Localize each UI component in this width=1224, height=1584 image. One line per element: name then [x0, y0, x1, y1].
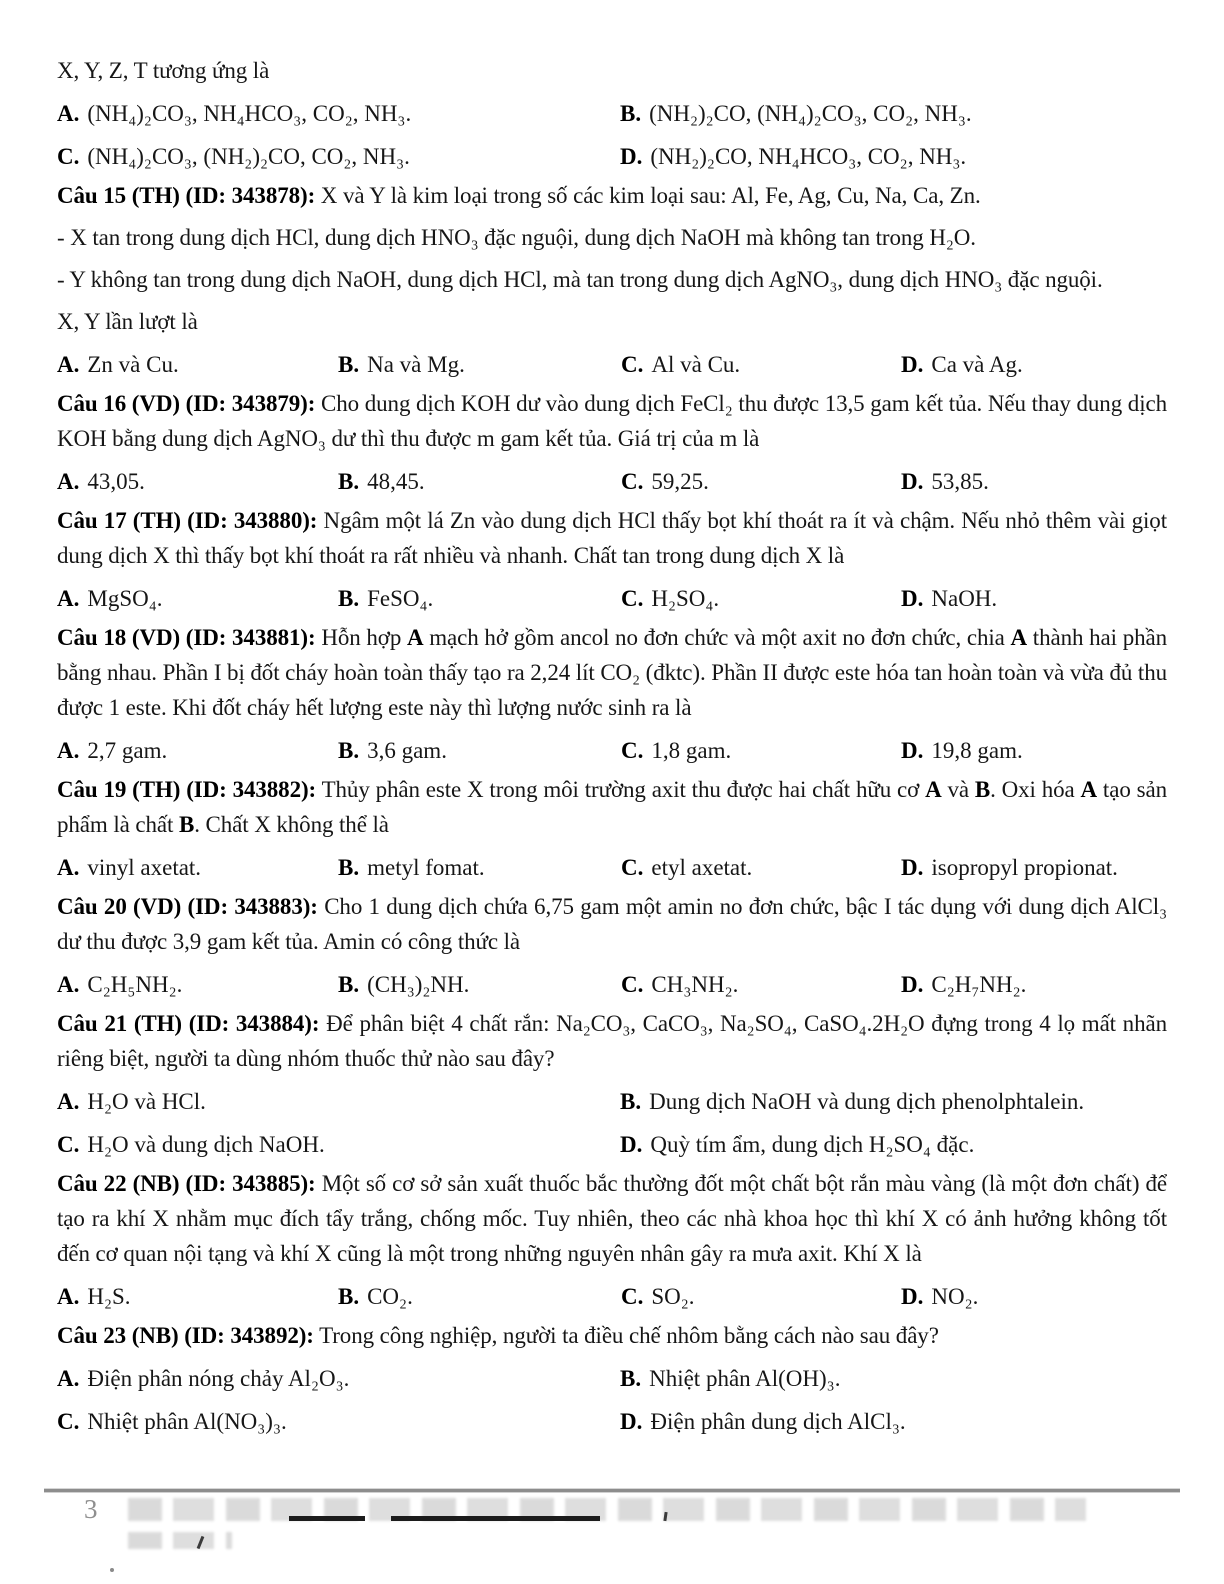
option-letter: C. — [621, 469, 644, 494]
scan-artifact — [110, 1568, 114, 1572]
intro-option-a — [57, 96, 620, 131]
option-text: 43,05. — [87, 469, 145, 494]
question-19-option-a — [57, 850, 338, 885]
option-text: (NH₂)₂CO, NH₄HCO₃, CO₂, NH₃. — [650, 144, 967, 169]
option-letter: A. — [57, 101, 80, 126]
question-15-text: Câu 15 (TH) (ID: 343878): X và Y là kim loại trong số các kim loại sau: Al, Fe, Ag, Cu, Na, Ca, Zn. — [57, 183, 981, 208]
option-text: 53,85. — [931, 469, 989, 494]
question-18 — [57, 620, 1167, 768]
option-text: 3,6 gam. — [367, 738, 447, 763]
question-20-text: Câu 20 (VD) (ID: 343883): Cho 1 dung dịch chứa 6,75 gam một amin no đơn chức, bậc I tác dụng với dung dịch AlCl₃ dư thu được 3,9 gam kết tủa. Amin có công thức là — [57, 894, 1167, 954]
option-text: isopropyl propionat. — [931, 855, 1118, 880]
question-17-option-a — [57, 581, 338, 616]
option-letter: D. — [901, 1284, 924, 1309]
option-letter: C. — [621, 1284, 644, 1309]
option-letter: A. — [57, 469, 80, 494]
option-text: FeSO₄. — [367, 586, 434, 611]
question-17-option-b — [338, 581, 621, 616]
option-letter: B. — [338, 972, 360, 997]
question-23-option-c — [57, 1404, 620, 1439]
option-text: Điện phân nóng chảy Al₂O₃. — [87, 1366, 350, 1391]
option-letter: A. — [57, 972, 80, 997]
option-text: H₂O và HCl. — [87, 1089, 206, 1114]
option-text: H₂SO₄. — [651, 586, 720, 611]
question-15-options — [57, 347, 1167, 382]
question-16-option-a — [57, 464, 338, 499]
question-20-label: Câu 20 (VD) (ID: 343883): — [57, 894, 318, 919]
question-16-option-d — [901, 464, 1167, 499]
option-text: (NH₄)₂CO₃, NH₄HCO₃, CO₂, NH₃. — [87, 101, 412, 126]
question-17-label: Câu 17 (TH) (ID: 343880): — [57, 508, 318, 533]
option-text: NO₂. — [931, 1284, 979, 1309]
option-letter: C. — [621, 738, 644, 763]
option-text: Al và Cu. — [651, 352, 741, 377]
footer-watermark-smudge — [128, 1498, 1086, 1521]
option-letter: B. — [338, 738, 360, 763]
option-letter: D. — [901, 972, 924, 997]
option-text: 1,8 gam. — [651, 738, 732, 763]
question-18-text: Câu 18 (VD) (ID: 343881): Hỗn hợp A mạch hở gồm ancol no đơn chức và một axit no đơn chức, chia A thành hai phần bằng nhau. Phần I bị đốt cháy hoàn toàn thấy tạo ra 2,24 lít CO₂ (đktc). Phần II được este hóa tan hoàn toàn và vừa đủ thu được 1 este. Khi đốt cháy hết lượng este này thì lượng nước sinh ra là — [57, 625, 1167, 720]
question-19-option-c — [621, 850, 901, 885]
option-text: CO₂. — [367, 1284, 413, 1309]
question-15-option-c — [621, 347, 901, 382]
option-letter: B. — [338, 469, 360, 494]
question-21-option-c — [57, 1127, 620, 1162]
question-15-option-d — [901, 347, 1167, 382]
question-22-option-c — [621, 1279, 901, 1314]
option-text: SO₂. — [651, 1284, 695, 1309]
option-letter: D. — [901, 586, 924, 611]
option-text: vinyl axetat. — [87, 855, 202, 880]
question-22 — [57, 1166, 1167, 1314]
question-19-text: Câu 19 (TH) (ID: 343882): Thủy phân este X trong môi trường axit thu được hai chất hữu cơ A và B. Oxi hóa A tạo sản phẩm là chất B. Chất X không thể là — [57, 777, 1167, 837]
option-letter: D. — [901, 855, 924, 880]
option-letter: B. — [620, 1089, 642, 1114]
question-15-statement-conclusion: X, Y lần lượt là — [57, 309, 198, 334]
footer-ink-mark-long — [391, 1516, 600, 1521]
question-16-option-b — [338, 464, 621, 499]
option-text: H₂O và dung dịch NaOH. — [87, 1132, 325, 1157]
option-text: Nhiệt phân Al(OH)₃. — [649, 1366, 841, 1391]
question-18-option-a — [57, 733, 338, 768]
question-20-options — [57, 967, 1167, 1002]
question-17 — [57, 503, 1167, 616]
option-text: Điện phân dung dịch AlCl₃. — [650, 1409, 906, 1434]
option-letter: C. — [621, 855, 644, 880]
question-20-option-c — [621, 967, 901, 1002]
question-23 — [57, 1318, 1167, 1439]
option-text: Na và Mg. — [367, 352, 465, 377]
option-text: C₂H₇NH₂. — [931, 972, 1027, 997]
question-21 — [57, 1006, 1167, 1162]
question-20-option-b — [338, 967, 621, 1002]
question-19-option-b — [338, 850, 621, 885]
option-text: Quỳ tím ẩm, dung dịch H₂SO₄ đặc. — [650, 1132, 975, 1157]
footer-divider-line — [44, 1488, 1180, 1493]
question-18-option-d — [901, 733, 1167, 768]
option-letter: B. — [620, 1366, 642, 1391]
option-letter: A. — [57, 586, 80, 611]
option-letter: B. — [338, 1284, 360, 1309]
option-letter: D. — [901, 352, 924, 377]
question-18-label: Câu 18 (VD) (ID: 343881): — [57, 625, 316, 650]
option-text: Nhiệt phân Al(NO₃)₃. — [87, 1409, 287, 1434]
question-17-option-d — [901, 581, 1167, 616]
option-text: H₂S. — [87, 1284, 131, 1309]
intro-option-b — [620, 96, 1167, 131]
intro-option-d — [620, 139, 1167, 174]
intro-line: X, Y, Z, T tương ứng là — [57, 58, 270, 83]
option-letter: B. — [338, 586, 360, 611]
question-15-option-a — [57, 347, 338, 382]
question-22-options — [57, 1279, 1167, 1314]
question-20-option-a — [57, 967, 338, 1002]
question-19-label: Câu 19 (TH) (ID: 343882): — [57, 777, 317, 802]
question-21-option-d — [620, 1127, 1167, 1162]
question-22-label: Câu 22 (NB) (ID: 343885): — [57, 1171, 316, 1196]
question-16-options — [57, 464, 1167, 499]
option-letter: C. — [57, 1409, 80, 1434]
option-text: (NH₂)₂CO, (NH₄)₂CO₃, CO₂, NH₃. — [649, 101, 972, 126]
question-19-option-d — [901, 850, 1167, 885]
option-text: metyl fomat. — [367, 855, 485, 880]
question-23-option-d — [620, 1404, 1167, 1439]
question-22-text: Câu 22 (NB) (ID: 343885): Một số cơ sở sản xuất thuốc bắc thường đốt một chất bột rắn màu vàng (là một đơn chất) để tạo ra khí X nhằm mục đích tẩy trắng, chống mốc. Tuy nhiên, theo các nhà khoa học thì khí X có ảnh hưởng không tốt đến cơ quan nội tạng và khí X cũng là một trong những nguyên nhân gây ra mưa axit. Khí X là — [57, 1171, 1167, 1266]
option-letter: A. — [57, 1089, 80, 1114]
question-21-option-a — [57, 1084, 620, 1119]
question-19-options — [57, 850, 1167, 885]
question-15-option-b — [338, 347, 621, 382]
option-text: Ca và Ag. — [931, 352, 1023, 377]
question-20-option-d — [901, 967, 1167, 1002]
option-text: 2,7 gam. — [87, 738, 168, 763]
question-17-option-c — [621, 581, 901, 616]
question-15-statement-x: - X tan trong dung dịch HCl, dung dịch HNO₃ đặc nguội, dung dịch NaOH mà không tan trong H₂O. — [57, 225, 976, 250]
option-letter: A. — [57, 1366, 80, 1391]
option-text: CH₃NH₂. — [651, 972, 739, 997]
question-16-option-c — [621, 464, 901, 499]
footer-ink-mark-short — [289, 1516, 365, 1521]
option-letter: A. — [57, 1284, 80, 1309]
option-text: Dung dịch NaOH và dung dịch phenolphtalein. — [649, 1089, 1085, 1114]
question-18-option-b — [338, 733, 621, 768]
option-letter: B. — [338, 855, 360, 880]
footer-watermark-smudge-2 — [128, 1532, 232, 1549]
question-17-text: Câu 17 (TH) (ID: 343880): Ngâm một lá Zn vào dung dịch HCl thấy bọt khí thoát ra ít và chậm. Nếu nhỏ thêm vài giọt dung dịch X thì thấy bọt khí thoát ra rất nhiều và nhanh. Chất tan trong dung dịch X là — [57, 508, 1167, 568]
question-21-options — [57, 1084, 1167, 1162]
question-23-option-a — [57, 1361, 620, 1396]
question-19 — [57, 772, 1167, 885]
question-22-option-b — [338, 1279, 621, 1314]
option-letter: C. — [621, 972, 644, 997]
question-16 — [57, 386, 1167, 499]
option-letter: D. — [620, 1409, 643, 1434]
option-text: NaOH. — [931, 586, 998, 611]
option-letter: C. — [57, 144, 80, 169]
page-footer — [0, 1486, 1224, 1584]
option-letter: B. — [620, 101, 642, 126]
question-23-option-b — [620, 1361, 1167, 1396]
option-text: (NH₄)₂CO₃, (NH₂)₂CO, CO₂, NH₃. — [87, 144, 410, 169]
option-letter: D. — [620, 144, 643, 169]
option-text: 48,45. — [367, 469, 425, 494]
question-17-options — [57, 581, 1167, 616]
option-letter: D. — [901, 469, 924, 494]
question-15 — [57, 178, 1167, 382]
intro-option-c — [57, 139, 620, 174]
question-15-statement-y: - Y không tan trong dung dịch NaOH, dung dịch HCl, mà tan trong dung dịch AgNO₃, dung dịch HNO₃ đặc nguội. — [57, 267, 1103, 292]
option-letter: D. — [620, 1132, 643, 1157]
question-23-options — [57, 1361, 1167, 1439]
option-letter: A. — [57, 352, 80, 377]
page-number: 3 — [84, 1494, 98, 1524]
question-16-label: Câu 16 (VD) (ID: 343879): — [57, 391, 316, 416]
option-text: C₂H₅NH₂. — [87, 972, 183, 997]
option-letter: A. — [57, 855, 80, 880]
question-16-text: Câu 16 (VD) (ID: 343879): Cho dung dịch KOH dư vào dung dịch FeCl₂ thu được 13,5 gam kết tủa. Nếu thay dung dịch KOH bằng dung dịch AgNO₃ dư thì thu được m gam kết tủa. Giá trị của m là — [57, 391, 1167, 451]
question-20 — [57, 889, 1167, 1002]
option-letter: A. — [57, 738, 80, 763]
question-23-text: Câu 23 (NB) (ID: 343892): Trong công nghiệp, người ta điều chế nhôm bằng cách nào sau đây? — [57, 1323, 939, 1348]
intro-options — [57, 96, 1167, 174]
question-22-option-d — [901, 1279, 1167, 1314]
question-18-option-c — [621, 733, 901, 768]
question-22-option-a — [57, 1279, 338, 1314]
option-text: (CH₃)₂NH. — [367, 972, 470, 997]
option-letter: C. — [57, 1132, 80, 1157]
option-letter: C. — [621, 586, 644, 611]
option-text: MgSO₄. — [87, 586, 163, 611]
option-letter: D. — [901, 738, 924, 763]
option-text: etyl axetat. — [651, 855, 753, 880]
option-text: 19,8 gam. — [931, 738, 1023, 763]
question-15-label: Câu 15 (TH) (ID: 343878): — [57, 183, 316, 208]
question-21-option-b — [620, 1084, 1167, 1119]
option-letter: B. — [338, 352, 360, 377]
question-21-text: Câu 21 (TH) (ID: 343884): Để phân biệt 4 chất rắn: Na₂CO₃, CaCO₃, Na₂SO₄, CaSO₄.2H₂O đựng trong 4 lọ mất nhãn riêng biệt, người ta dùng nhóm thuốc thử nào sau đây? — [57, 1011, 1167, 1071]
option-letter: C. — [621, 352, 644, 377]
question-18-options — [57, 733, 1167, 768]
question-23-label: Câu 23 (NB) (ID: 343892): — [57, 1323, 314, 1348]
option-text: 59,25. — [651, 469, 709, 494]
option-text: Zn và Cu. — [87, 352, 179, 377]
question-21-label: Câu 21 (TH) (ID: 343884): — [57, 1011, 320, 1036]
